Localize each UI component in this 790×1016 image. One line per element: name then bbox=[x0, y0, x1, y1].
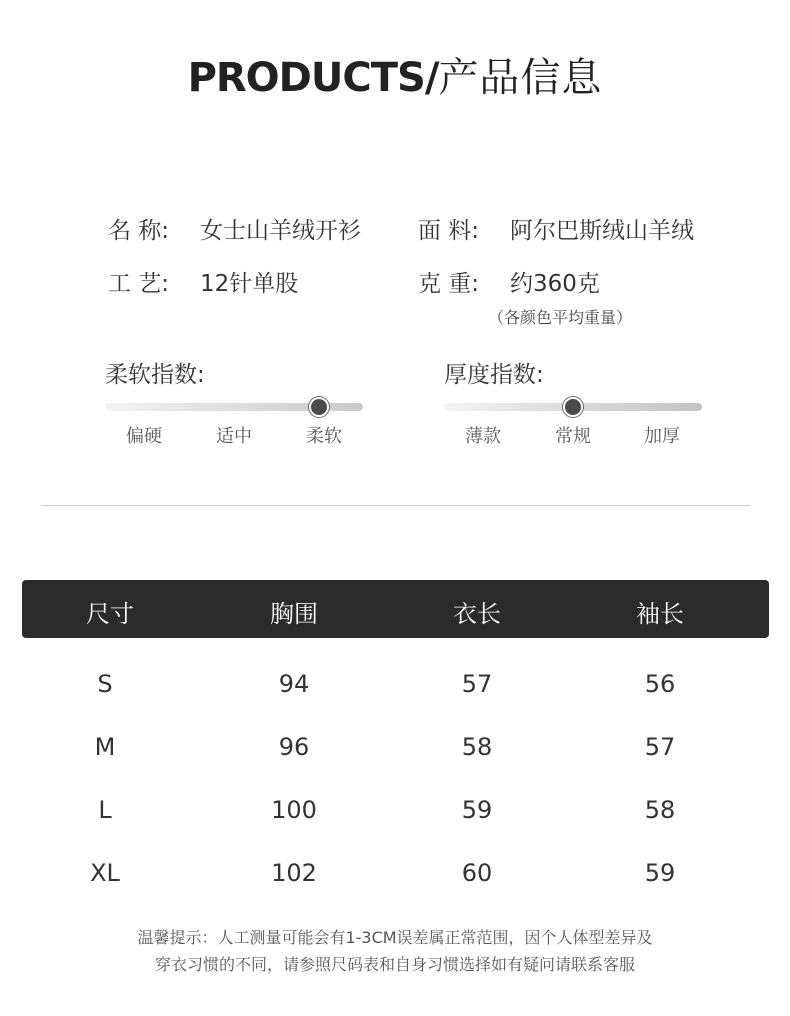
tip-line-2: 穿衣习惯的不同，请参照尺码表和自身习惯选择如有疑问请联系客服 bbox=[154, 955, 635, 974]
cell-sleeve: 59 bbox=[644, 859, 676, 887]
info-fabric bbox=[418, 212, 694, 245]
thickness-tick-thick: 加厚 bbox=[644, 426, 680, 447]
thickness-tick-regular: 常规 bbox=[555, 426, 591, 447]
cell-sleeve: 56 bbox=[644, 670, 676, 698]
info-name-label: 名 称: bbox=[108, 218, 170, 244]
size-table-header bbox=[22, 580, 769, 638]
thickness-slider bbox=[444, 403, 702, 411]
softness-tick-medium: 适中 bbox=[216, 426, 252, 447]
info-craft-label: 工 艺: bbox=[108, 271, 170, 297]
cell-size: M bbox=[94, 733, 116, 761]
section-divider bbox=[41, 505, 750, 506]
cell-sleeve: 57 bbox=[644, 733, 676, 761]
cell-length: 59 bbox=[461, 796, 493, 824]
tip-line-1: 温馨提示：人工测量可能会有1-3CM误差属正常范围，因个人体型差异及 bbox=[137, 928, 653, 947]
cell-length: 57 bbox=[461, 670, 493, 698]
cell-size: L bbox=[98, 796, 112, 824]
cell-sleeve: 58 bbox=[644, 796, 676, 824]
page-title bbox=[0, 46, 790, 103]
info-craft bbox=[108, 265, 298, 298]
weight-note: （各颜色平均重量） bbox=[488, 308, 633, 327]
page-title-en: PRODUCTS/ bbox=[187, 55, 439, 101]
info-weight-label: 克 重: bbox=[418, 271, 480, 297]
cell-bust: 102 bbox=[271, 859, 317, 887]
cell-bust: 96 bbox=[278, 733, 310, 761]
header-length: 衣长 bbox=[453, 600, 501, 628]
info-name-value: 女士山羊绒开衫 bbox=[200, 218, 361, 244]
info-name bbox=[108, 212, 361, 245]
info-weight-value: 约360克 bbox=[510, 271, 600, 297]
thickness-knob bbox=[563, 397, 583, 417]
header-bust: 胸围 bbox=[270, 600, 318, 628]
info-fabric-label: 面 料: bbox=[418, 218, 480, 244]
header-sleeve: 袖长 bbox=[636, 600, 684, 628]
softness-tick-soft: 柔软 bbox=[306, 426, 342, 447]
thickness-title: 厚度指数: bbox=[444, 362, 544, 388]
softness-title: 柔软指数: bbox=[105, 362, 205, 388]
cell-bust: 100 bbox=[271, 796, 317, 824]
info-fabric-value: 阿尔巴斯绒山羊绒 bbox=[510, 218, 694, 244]
cell-size: XL bbox=[90, 859, 120, 887]
header-size: 尺寸 bbox=[86, 600, 134, 628]
cell-size: S bbox=[97, 670, 113, 698]
info-craft-value: 12针单股 bbox=[200, 271, 299, 297]
softness-knob bbox=[309, 397, 329, 417]
thickness-tick-thin: 薄款 bbox=[465, 426, 501, 447]
softness-tick-hard: 偏硬 bbox=[126, 426, 162, 447]
info-weight bbox=[418, 265, 600, 298]
cell-length: 60 bbox=[461, 859, 493, 887]
cell-length: 58 bbox=[461, 733, 493, 761]
softness-slider bbox=[105, 403, 363, 411]
page-title-cn: 产品信息 bbox=[438, 55, 603, 101]
cell-bust: 94 bbox=[278, 670, 310, 698]
